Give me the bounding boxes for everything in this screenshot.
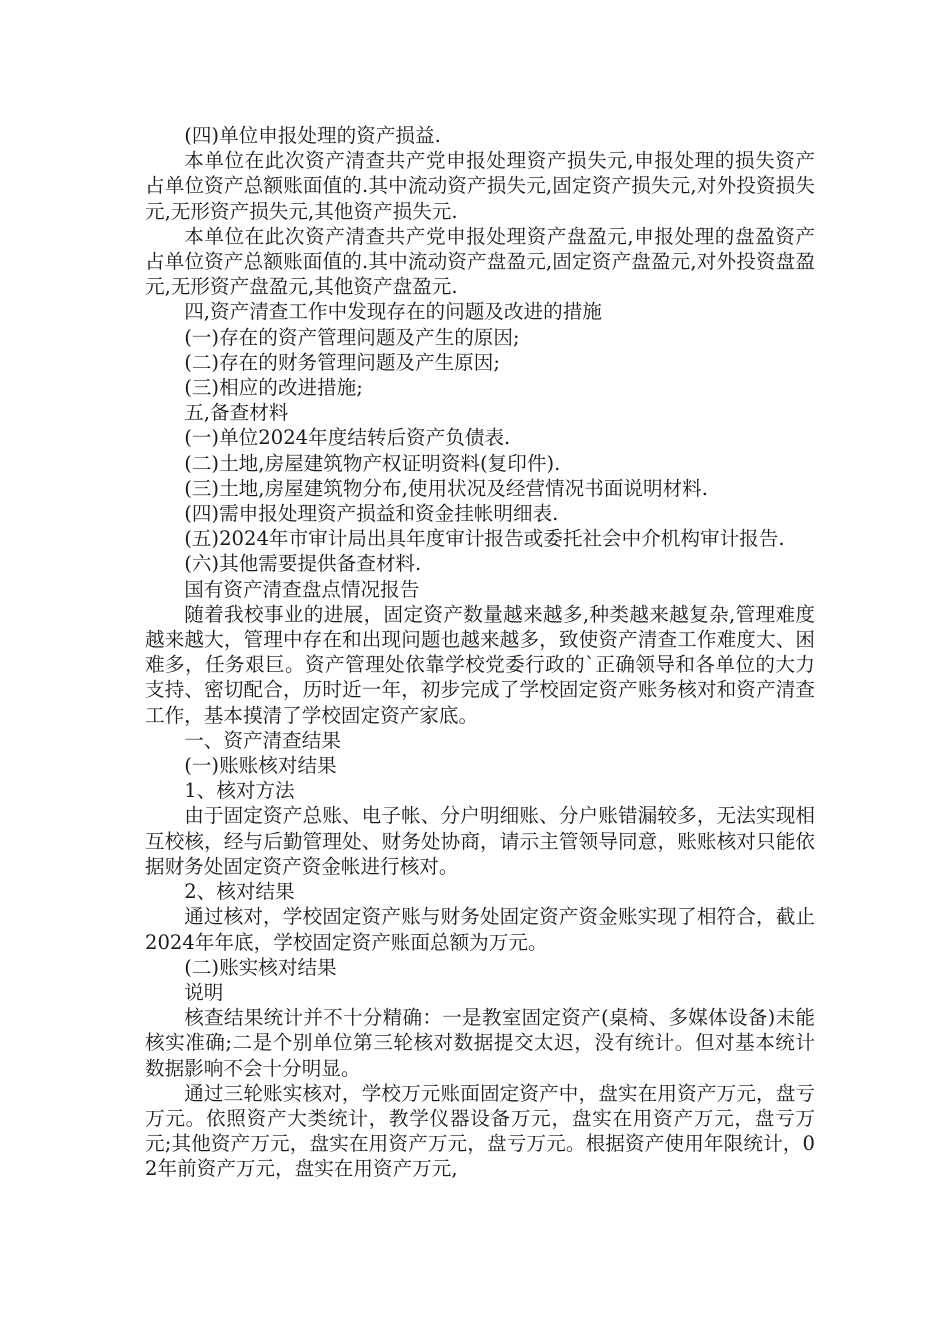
paragraph-physical-result: 通过三轮账实核对，学校万元账面固定资产中，盘实在用资产万元，盘亏万元。依照资产大类统计，教学仪器设备万元，盘实在用资产万元，盘亏万元;其他资产万元，盘实在用资产万元，盘亏万元。根据资产使用年限统计，02年前资产万元，盘实在用资产万元, [145,1081,815,1181]
list-item-5-2: (二)土地,房屋建筑物产权证明资料(复印件). [184,451,561,475]
paragraph-3: 本单位在此次资产清查共产党申报处理资产盘盈元,申报处理的盘盈资产占单位资产总额账面值的.其中流动资产盘盈元,固定资产盘盈元,对外投资盘盈元,无形资产盘盈元,其他资产盘盈元. [145,224,815,299]
subheading-method: 1、核对方法 [184,779,295,803]
subheading-physical-check: (二)账实核对结果 [184,955,337,979]
paragraph-method: 由于固定资产总账、电子帐、分户明细账、分户账错漏较多，无法实现相互校核，经与后勤管理处、财务处协商，请示主管领导同意，账账核对只能依据财务处固定资产资金帐进行核对。 [145,804,815,878]
paragraph-1: (四)单位申报处理的资产损益. [184,124,441,147]
list-item-5-1: (一)单位2024年度结转后资产负债表. [184,426,511,450]
list-item-5-6: (六)其他需要提供备查材料. [184,552,422,576]
subheading-check-result: 2、核对结果 [184,880,295,904]
list-item-4-1: (一)存在的资产管理问题及产生的原因; [184,325,520,349]
section-heading-5: 五,备查材料 [184,401,289,425]
paragraph-check-result: 通过核对，学校固定资产账与财务处固定资产资金账实现了相符合，截止2024年年底，学校固定资产账面总额为万元。 [145,905,815,954]
paragraph-intro: 随着我校事业的进展，固定资产数量越来越多,种类越来越复杂,管理难度越来越大，管理中存在和出现问题也越来越多，致使资产清查工作难度大、困难多，任务艰巨。资产管理处依靠学校党委行政的`正确领导和各单位的大力支持、密切配合，历时近一年，初步完成了学校固定资产账务核对和资产清查工作，基本摸清了学校固定资产家底。 [145,602,815,727]
list-item-5-5: (五)2024年市审计局出具年度审计报告或委托社会中介机构审计报告. [184,527,785,551]
document-body [145,123,815,1182]
subheading-account-check: (一)账账核对结果 [184,754,337,778]
report-title: 国有资产清查盘点情况报告 [184,577,420,601]
paragraph-note: 核查结果统计并不十分精确：一是教室固定资产(桌椅、多媒体设备)未能核实准确;二是个别单位第三轮核对数据提交太迟，没有统计。但对基本统计数据影响不会十分明显。 [145,1006,815,1080]
section-heading-results: 一、资产清查结果 [184,728,341,752]
list-item-5-4: (四)需申报处理资产损益和资金挂帐明细表. [184,502,559,526]
section-heading-4: 四,资产清查工作中发现存在的问题及改进的措施 [184,300,602,324]
list-item-4-2: (二)存在的财务管理问题及产生原因; [184,350,500,374]
list-item-5-3: (三)土地,房屋建筑物分布,使用状况及经营情况书面说明材料. [184,476,709,500]
subheading-note: 说明 [184,980,224,1004]
list-item-4-3: (三)相应的改进措施; [184,376,363,400]
paragraph-2: 本单位在此次资产清查共产党申报处理资产损失元,申报处理的损失资产占单位资产总额账面值的.其中流动资产损失元,固定资产损失元,对外投资损失元,无形资产损失元,其他资产损失元. [145,149,815,223]
